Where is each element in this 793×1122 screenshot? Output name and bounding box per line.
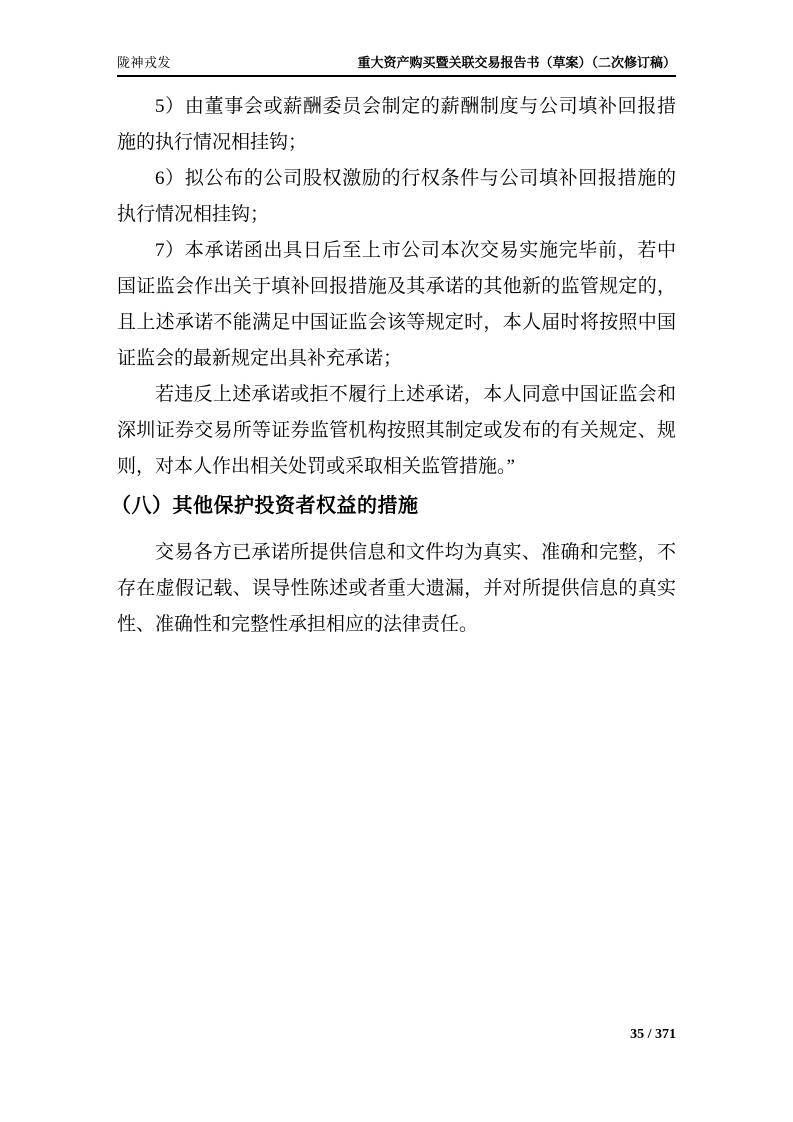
page-footer — [117, 1026, 676, 1043]
paragraph-item-6: 6）拟公布的公司股权激励的行权条件与公司填补回报措施的执行情况相挂钩； — [117, 168, 676, 225]
paragraph-item-5: 5）由董事会或薪酬委员会制定的薪酬制度与公司填补回报措施的执行情况相挂钩； — [117, 96, 676, 153]
paragraph-item-7: 7）本承诺函出具日后至上市公司本次交易实施完毕前，若中国证监会作出关于填补回报措施及其承诺的其他新的监管规定的，且上述承诺不能满足中国证监会该等规定时，本人届时将按照中国证监会的最新规定出具补充承诺； — [117, 240, 676, 369]
paragraph-closing-commitment: 交易各方已承诺所提供信息和文件均为真实、准确和完整，不存在虚假记载、误导性陈述或者重大遗漏，并对所提供信息的真实性、准确性和完整性承担相应的法律责任。 — [117, 542, 676, 635]
header-company-name: 陇神戎发 — [117, 55, 172, 70]
document-body — [111, 81, 676, 643]
header-document-title: 重大资产购买暨关联交易报告书（草案）（二次修订稿） — [357, 55, 676, 70]
section-heading-other-protection-measures: （八）其他保护投资者权益的措施 — [111, 495, 419, 517]
paragraph-violation-clause: 若违反上述承诺或拒不履行上述承诺，本人同意中国证监会和深圳证券交易所等证券监管机构按照其制定或发布的有关规定、规则，对本人作出相关处罚或采取相关监管措施。” — [117, 384, 676, 477]
page-header — [117, 0, 676, 77]
page-number: 35 / 371 — [630, 1027, 676, 1042]
